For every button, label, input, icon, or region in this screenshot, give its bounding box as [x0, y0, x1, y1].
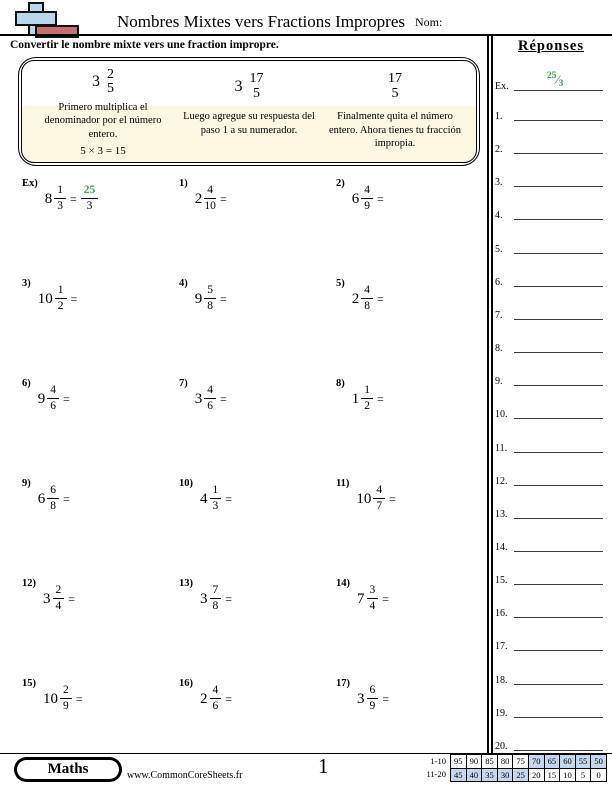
problem-number: 15): [22, 678, 36, 689]
equals-sign: =: [225, 592, 233, 607]
problem-number: 14): [336, 578, 350, 589]
answer-line[interactable]: [514, 352, 603, 353]
score-cell: 50: [591, 755, 607, 769]
score-cell: 10: [560, 768, 576, 782]
problem: [179, 578, 331, 614]
equals-sign: =: [63, 392, 70, 407]
problem-number: 6): [22, 378, 31, 389]
answer-number: 6.: [495, 276, 503, 288]
answer-line[interactable]: [514, 551, 603, 552]
example-step-equation: 5 × 3 = 15: [80, 144, 126, 157]
score-cell: 90: [466, 755, 482, 769]
problem: [179, 378, 331, 414]
score-cell: 55: [575, 755, 591, 769]
example-step-text: Luego agregue su respuesta del paso 1 a su numerador.: [183, 111, 315, 136]
answer-line[interactable]: [514, 584, 603, 585]
example-fraction: 3 17 5: [234, 71, 264, 101]
website-url: www.CommonCoreSheets.fr: [127, 770, 243, 781]
example-answer-value: $^{25}$⁄3: [547, 71, 564, 89]
score-cell: 80: [497, 755, 513, 769]
answer-item: [495, 202, 605, 220]
equals-sign: =: [220, 392, 227, 407]
problem-number: 10): [179, 478, 193, 489]
equals-sign: =: [70, 292, 78, 307]
problem: [179, 678, 331, 714]
answer-number: 17.: [495, 641, 508, 653]
equals-sign: =: [220, 192, 227, 207]
answer-line[interactable]: [514, 253, 603, 254]
answer-line[interactable]: [514, 286, 603, 287]
problem: [22, 578, 174, 614]
problem-number: 8): [336, 378, 345, 389]
answer-line[interactable]: [514, 750, 603, 751]
mixed-number: 8 $\frac{1}{3}$ = $\frac{25}{3}$: [45, 185, 101, 214]
problem: [336, 478, 488, 514]
equals-sign: =: [68, 592, 76, 607]
sidebar-divider: [491, 36, 493, 753]
problem: [336, 278, 488, 314]
mixed-number: 3 $\frac{7}{8}$ =: [200, 584, 233, 613]
score-cell: 45: [451, 768, 467, 782]
example-step: [30, 64, 176, 158]
answer-item: [495, 567, 605, 585]
problem: [179, 278, 331, 314]
example-step-text: Finalmente quita el número entero. Ahora tienes tu fracción impropia.: [328, 111, 462, 150]
mixed-number: 3 $\frac{4}{6}$ =: [194, 384, 227, 413]
fraction-slash: ⁄: [556, 72, 559, 87]
problem-number: 11): [336, 478, 350, 489]
answer-number: 15.: [495, 575, 508, 587]
score-cell: 20: [528, 768, 544, 782]
score-cell: 85: [482, 755, 498, 769]
answer-line[interactable]: [514, 617, 603, 618]
answer-number: 12.: [495, 475, 508, 487]
score-cell: 95: [451, 755, 467, 769]
answer-number: Ex.: [495, 81, 509, 92]
mixed-number: 1 $\frac{1}{2}$ =: [351, 384, 384, 413]
plus-icon: [15, 11, 57, 26]
problem: [22, 478, 174, 514]
mixed-number: 2 $\frac{4}{6}$ =: [200, 684, 233, 713]
score-cell: 70: [528, 755, 544, 769]
example-fraction: 3 2 5: [92, 66, 114, 97]
answer-item: [495, 269, 605, 287]
problem-number: 12): [22, 578, 36, 589]
score-cell: 60: [560, 755, 576, 769]
problem-number: 16): [179, 678, 193, 689]
sidebar-divider: [487, 36, 489, 753]
answer-line[interactable]: [514, 90, 603, 91]
answer-item: [495, 401, 605, 419]
answer-item: [495, 468, 605, 486]
score-row-label: 11-20: [426, 769, 446, 779]
answer-line[interactable]: [514, 385, 603, 386]
answer-line[interactable]: [514, 684, 603, 685]
answer-item-example: [495, 73, 605, 91]
answer-item: [495, 103, 605, 121]
answer-item: [495, 700, 605, 718]
example-fraction: 17 5: [388, 71, 402, 101]
score-cell: 25: [513, 768, 529, 782]
answer-number: 19.: [495, 707, 508, 719]
score-cell: 40: [466, 768, 482, 782]
answer-number: 14.: [495, 541, 508, 553]
equals-sign: =: [225, 492, 233, 507]
problem: [22, 278, 174, 314]
answer-item: [495, 600, 605, 618]
equals-sign: =: [377, 392, 384, 407]
problem: [22, 678, 174, 714]
score-cell: 30: [497, 768, 513, 782]
problem-number: 5): [336, 278, 345, 289]
mixed-number: 3 $\frac{6}{9}$ =: [357, 684, 390, 713]
example-box: [18, 57, 480, 166]
example-step: [176, 64, 322, 158]
problem-number: 2): [336, 178, 345, 189]
name-label: Nom:: [415, 15, 443, 29]
answer-line[interactable]: [514, 452, 603, 453]
answer-item: [495, 501, 605, 519]
mixed-number: 4 $\frac{1}{3}$ =: [200, 484, 233, 513]
answer-line[interactable]: [514, 518, 603, 519]
answer-fraction: $\frac{25}{3}$: [81, 184, 99, 213]
mixed-number: 6 $\frac{4}{9}$ =: [351, 184, 384, 213]
answer-line[interactable]: [514, 418, 603, 419]
answer-number: 16.: [495, 608, 508, 620]
answer-line[interactable]: [514, 219, 603, 220]
problem-number: 13): [179, 578, 193, 589]
answer-number: 9.: [495, 376, 503, 388]
mixed-number: 2 $\frac{4}{8}$ =: [351, 284, 384, 313]
answer-number: 18.: [495, 674, 508, 686]
answer-item: [495, 302, 605, 320]
answer-line[interactable]: [514, 153, 603, 154]
page-title: Nombres Mixtes vers Fractions Impropres: [117, 12, 406, 31]
instruction-text: Convertir le nombre mixte vers une fraction impropre.: [10, 39, 279, 51]
mixed-number: 10 $\frac{2}{9}$ =: [43, 684, 83, 713]
answers-title: Réponses: [517, 38, 584, 54]
commoncoresheets-logo: [10, 1, 68, 36]
answer-number: 8.: [495, 343, 503, 355]
equals-sign: =: [377, 192, 384, 207]
answer-item: [495, 169, 605, 187]
equals-sign: =: [220, 292, 227, 307]
answer-number: 5.: [495, 243, 503, 255]
answer-item: [495, 368, 605, 386]
answer-line[interactable]: [514, 717, 603, 718]
equals-sign: =: [225, 692, 233, 707]
score-cell: 65: [544, 755, 560, 769]
problem-number: 3): [22, 278, 31, 289]
problem: [336, 678, 488, 714]
maths-badge-label: Maths: [17, 760, 119, 779]
score-row-label: 1-10: [430, 756, 446, 766]
equals-sign: =: [63, 492, 70, 507]
header-divider: [0, 34, 612, 36]
score-cell: 75: [513, 755, 529, 769]
example-step-text: Primero multiplica el denominador por el número entero. 5 × 3 = 15: [36, 101, 170, 158]
answer-number: 7.: [495, 309, 503, 321]
problem-number: Ex): [22, 178, 38, 189]
answer-line[interactable]: [514, 650, 603, 651]
score-cell: 0: [591, 768, 607, 782]
score-cell: 15: [544, 768, 560, 782]
answer-item: [495, 236, 605, 254]
problem-number: 4): [179, 278, 188, 289]
score-cell: 5: [575, 768, 591, 782]
equals-sign: =: [389, 492, 396, 507]
answer-item: [495, 667, 605, 685]
equals-sign: =: [70, 192, 77, 207]
answer-line[interactable]: [514, 186, 603, 187]
problem-number: 17): [336, 678, 350, 689]
problem-number: 1): [179, 178, 188, 189]
problem: [22, 378, 174, 414]
problem: [336, 378, 488, 414]
mixed-number: 9 $\frac{5}{8}$ =: [194, 284, 227, 313]
mixed-number: 7 $\frac{3}{4}$ =: [357, 584, 390, 613]
red-bar-icon: [35, 25, 79, 38]
answer-line[interactable]: [514, 485, 603, 486]
score-table: [450, 754, 607, 782]
problem-number: 7): [179, 378, 188, 389]
answer-item: [495, 633, 605, 651]
answer-item: [495, 136, 605, 154]
answer-item: [495, 335, 605, 353]
answer-number: 10.: [495, 409, 508, 421]
equals-sign: =: [377, 292, 384, 307]
answer-line[interactable]: [514, 319, 603, 320]
mixed-number: 10 $\frac{1}{2}$ =: [37, 284, 78, 313]
mixed-number: 10 $\frac{4}{7}$ =: [356, 484, 396, 513]
maths-badge: [14, 757, 122, 782]
mixed-number: 3 $\frac{2}{4}$ =: [43, 584, 76, 613]
page-number: 1: [318, 754, 329, 778]
problem: [336, 578, 488, 614]
score-cell: 35: [482, 768, 498, 782]
equals-sign: =: [382, 692, 390, 707]
answer-number: 3.: [495, 177, 503, 189]
answer-item: [495, 733, 605, 751]
problem: [336, 178, 488, 214]
answer-number: 20.: [495, 740, 508, 752]
answer-number: 13.: [495, 508, 508, 520]
mixed-number: 2 $\frac{4}{10}$ =: [194, 184, 227, 213]
mixed-number: 9 $\frac{4}{6}$ =: [37, 384, 70, 413]
problem: [22, 178, 174, 214]
answer-item: [495, 435, 605, 453]
answer-number: 4.: [495, 210, 503, 222]
problem: [179, 478, 331, 514]
mixed-number: 6 $\frac{6}{8}$ =: [37, 484, 70, 513]
problem-number: 9): [22, 478, 31, 489]
answer-number: 1.: [495, 111, 503, 122]
equals-sign: =: [382, 592, 390, 607]
answer-number: 11.: [495, 442, 508, 454]
example-step: [322, 64, 468, 158]
problem: [179, 178, 331, 214]
equals-sign: =: [75, 692, 83, 707]
answer-number: 2.: [495, 144, 503, 156]
answer-item: [495, 534, 605, 552]
answer-line[interactable]: [514, 120, 603, 121]
